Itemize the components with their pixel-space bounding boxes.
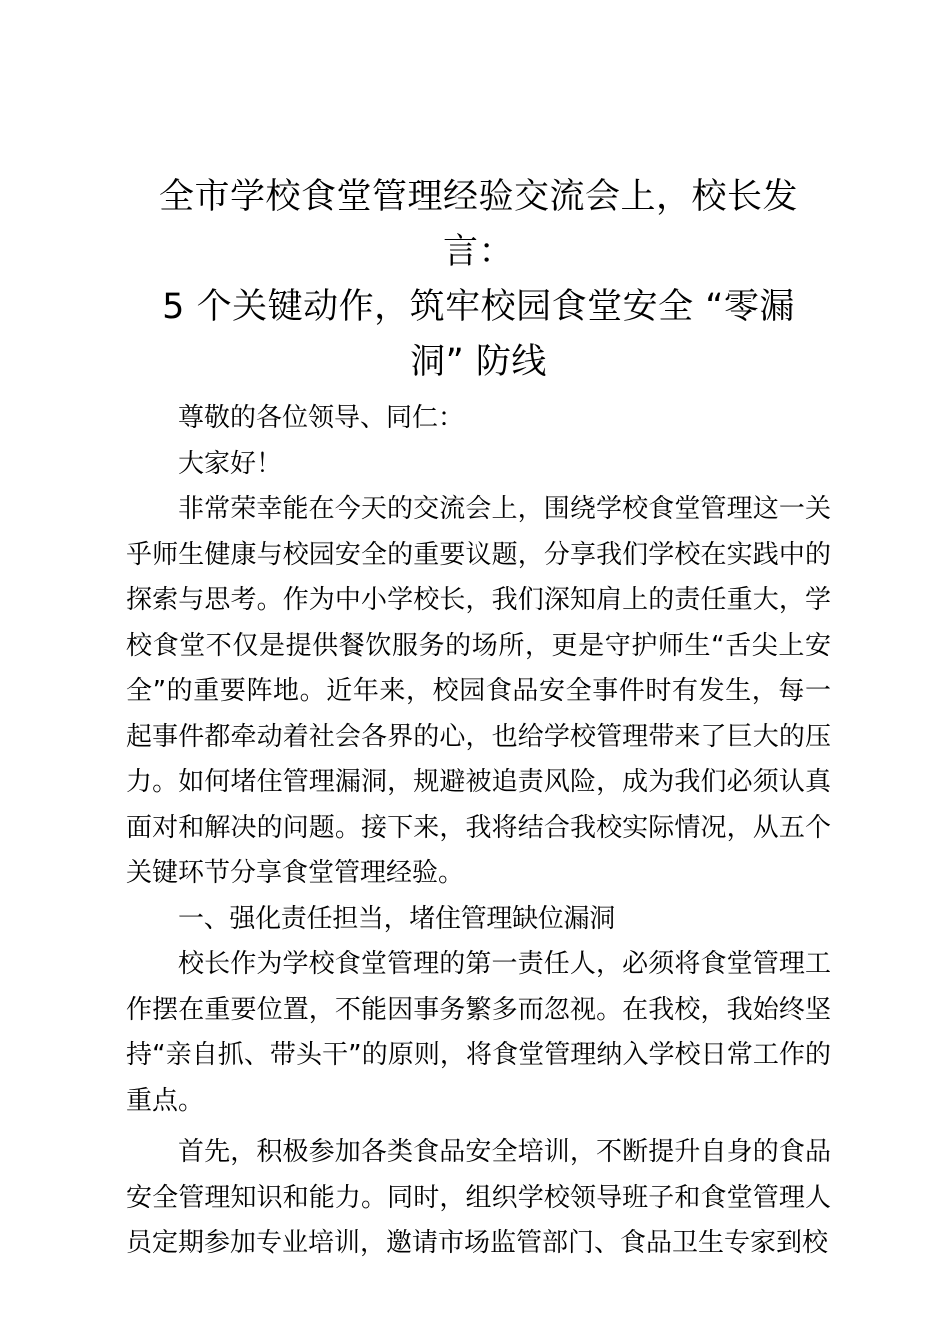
section-heading-1: 一、强化责任担当，堵住管理缺位漏洞 (178, 903, 615, 934)
greeting: 大家好！ (178, 448, 283, 479)
title-line-3: 洞” 防线 (410, 342, 547, 382)
salutation: 尊敬的各位领导、同仁： (178, 403, 465, 433)
title-line-1: 全市学校食堂管理经验交流会上，校长发言： (158, 177, 798, 272)
section-1-paragraph-1: 校长作为学校食堂管理的第一责任人，必须将食堂管理工作摆在重要位置，不能因事务繁多而忽视。在我校，我始终坚持“亲自抓、带头干”的原则，将食堂管理纳入学校日常工作的重点。 (126, 949, 831, 1116)
document-body (126, 170, 831, 1267)
document-title (126, 170, 831, 390)
title-line-2: 5 个关键动作，筑牢校园食堂安全 “零漏 (162, 287, 795, 327)
intro-paragraph: 非常荣幸能在今天的交流会上，围绕学校食堂管理这一关乎师生健康与校园安全的重要议题，分享我们学校在实践中的探索与思考。作为中小学校长，我们深知肩上的责任重大，学校食堂不仅是提供餐饮服务的场所，更是守护师生“舌尖上安全”的重要阵地。近年来，校园食品安全事件时有发生，每一起事件都牵动着社会各界的心，也给学校管理带来了巨大的压力。如何堵住管理漏洞，规避被追责风险，成为我们必须认真面对和解决的问题。接下来，我将结合我校实际情况，从五个关键环节分享食堂管理经验。 (126, 494, 831, 888)
section-1-paragraph-2: 首先，积极参加各类食品安全培训，不断提升自身的食品安全管理知识和能力。同时，组织学校领导班子和食堂管理人员定期参加专业培训，邀请市场监管部门、食品卫生专家到校 (126, 1137, 831, 1258)
